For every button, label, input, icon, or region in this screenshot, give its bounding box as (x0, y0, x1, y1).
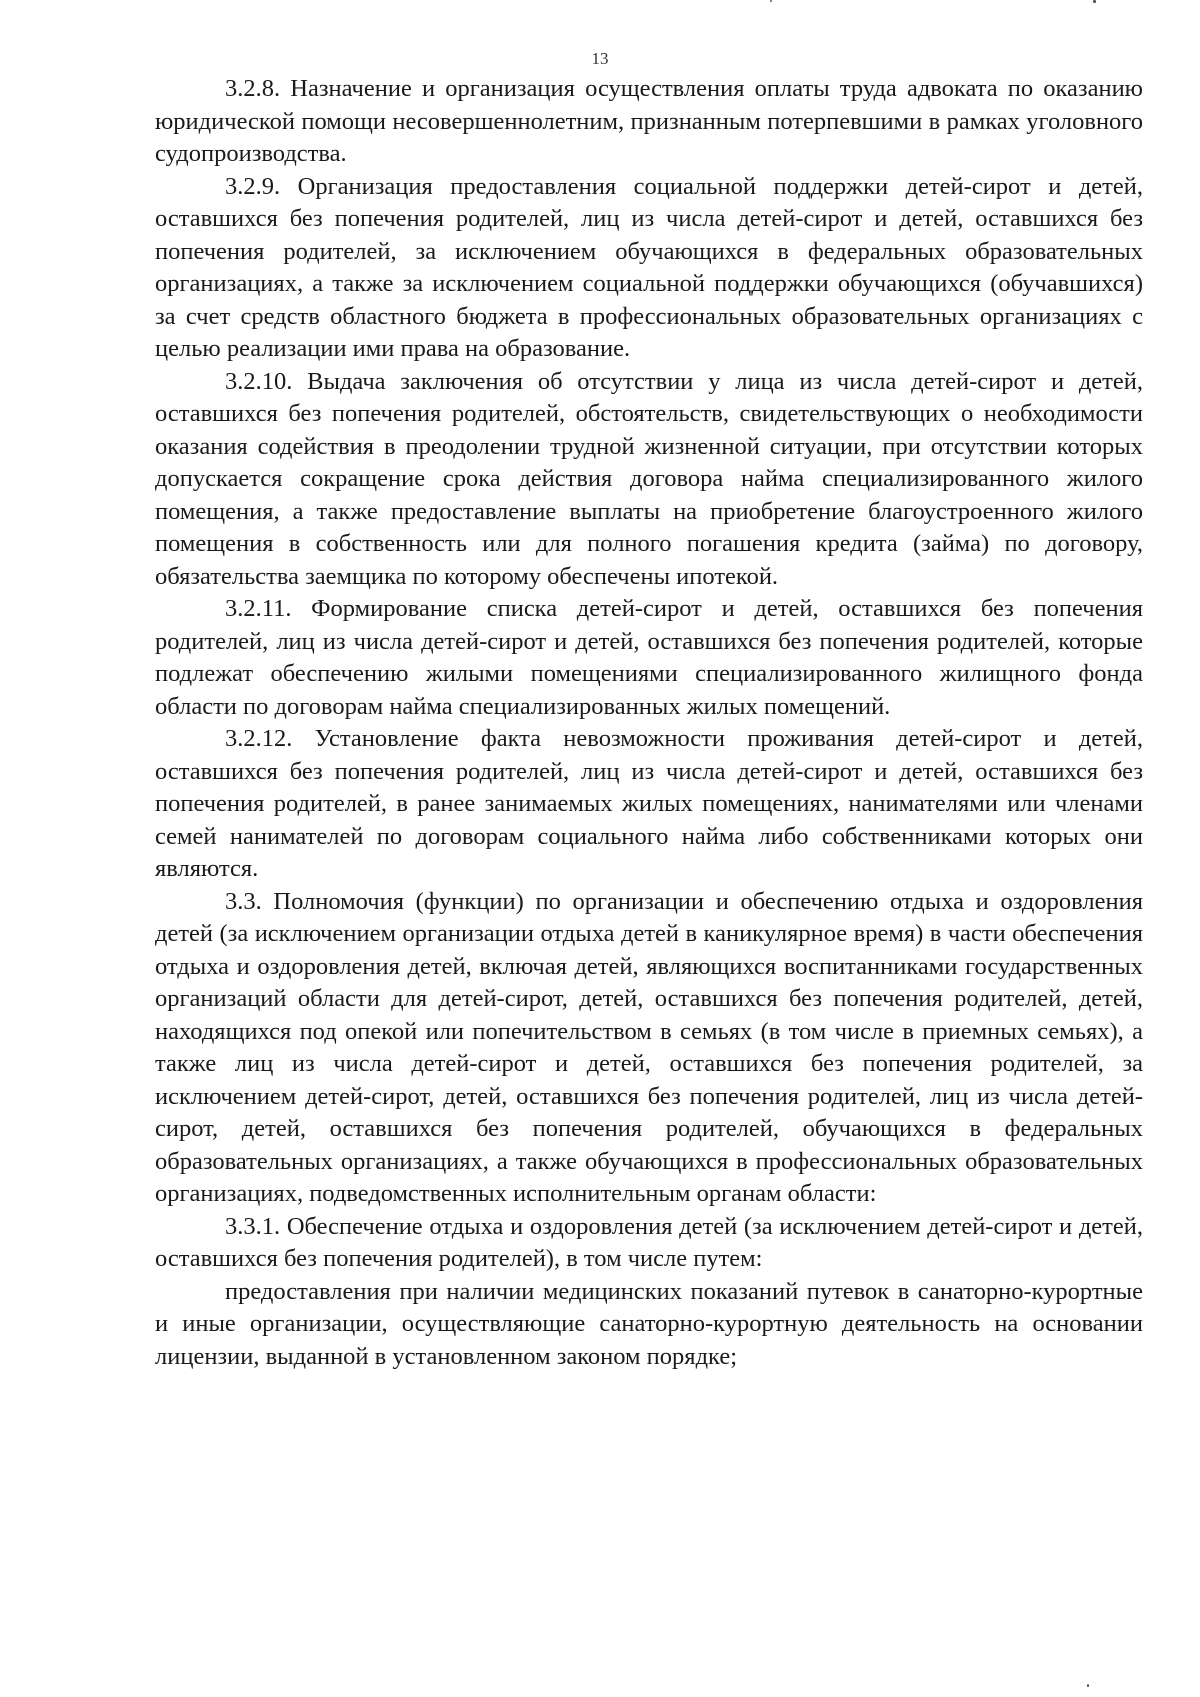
paragraph-3-2-9: 3.2.9. Организация предоставления социальной поддержки детей-сирот и детей, оставшихся без попечения родителей, лиц из числа детей-сирот и детей, оставшихся без попечения родителей, за исключением обучающихся в федеральных образовательных организациях, а также за исключением социальной поддержки обучающихся (обучавшихся) за счет средств областного бюджета в профессиональных образовательных организациях с целью реализации ими права на образование. (155, 172, 1143, 362)
paragraph-3-3-1-item: предоставления при наличии медицинских показаний путевок в санаторно-курортные и иные организации, осуществляющие санаторно-курортную деятельность на основании лицензии, выданной в установленном законом порядке; (155, 1277, 1143, 1370)
page-number: 13 (591, 49, 609, 68)
paragraph-3-2-11: 3.2.11. Формирование списка детей-сирот и детей, оставшихся без попечения родителей, лиц из числа детей-сирот и детей, оставшихся без попечения родителей, которые подлежат обеспечению жилыми помещениями специализированного жилищного фонда области по договорам найма специализированных жилых помещений. (155, 595, 1143, 720)
paragraph-3-2-10: 3.2.10. Выдача заключения об отсутствии у лица из числа детей-сирот и детей, оставшихся без попечения родителей, обстоятельств, свидетельствующих о необходимости оказания содействия в преодолении трудной жизненной ситуации, при отсутствии которых допускается сокращение срока действия договора найма специализированного жилого помещения, а также предоставление выплаты на приобретение благоустроенного жилого помещения в собственность или для полного погашения кредита (займа) по договору, обязательства заемщика по которому обеспечены ипотекой. (155, 367, 1143, 590)
scan-artifact-bottom-right (1087, 1684, 1089, 1687)
scan-artifact-top-right (1093, 0, 1096, 3)
document-body (155, 73, 1143, 1373)
paragraph-3-2-12: 3.2.12. Установление факта невозможности проживания детей-сирот и детей, оставшихся без попечения родителей, лиц из числа детей-сирот и детей, оставшихся без попечения родителей, в ранее занимаемых жилых помещениях, нанимателями или членами семей нанимателей по договорам социального найма либо собственниками которых они являются. (155, 725, 1143, 882)
paragraph-3-2-8: 3.2.8. Назначение и организация осуществления оплаты труда адвоката по оказанию юридической помощи несовершеннолетним, признанным потерпевшими в рамках уголовного судопроизводства. (155, 75, 1143, 167)
paragraph-3-3: 3.3. Полномочия (функции) по организации и обеспечению отдыха и оздоровления детей (за исключением организации отдыха детей в каникулярное время) в части обеспечения отдыха и оздоровления детей, включая детей, являющихся воспитанниками государственных организаций области для детей-сирот, детей, оставшихся без попечения родителей, детей, находящихся под опекой или попечительством в семьях (в том числе в приемных семьях), а также лиц из числа детей-сирот и детей, оставшихся без попечения родителей, за исключением детей-сирот, детей, оставшихся без попечения родителей, лиц из числа детей-сирот, детей, оставшихся без попечения родителей, обучающихся в федеральных образовательных организациях, а также обучающихся в профессиональных образовательных организациях, подведомственных исполнительным органам области: (155, 887, 1143, 1207)
scan-artifact-top (770, 0, 772, 2)
paragraph-3-3-1: 3.3.1. Обеспечение отдыха и оздоровления детей (за исключением детей-сирот и детей, оставшихся без попечения родителей), в том числе путем: (155, 1212, 1143, 1272)
